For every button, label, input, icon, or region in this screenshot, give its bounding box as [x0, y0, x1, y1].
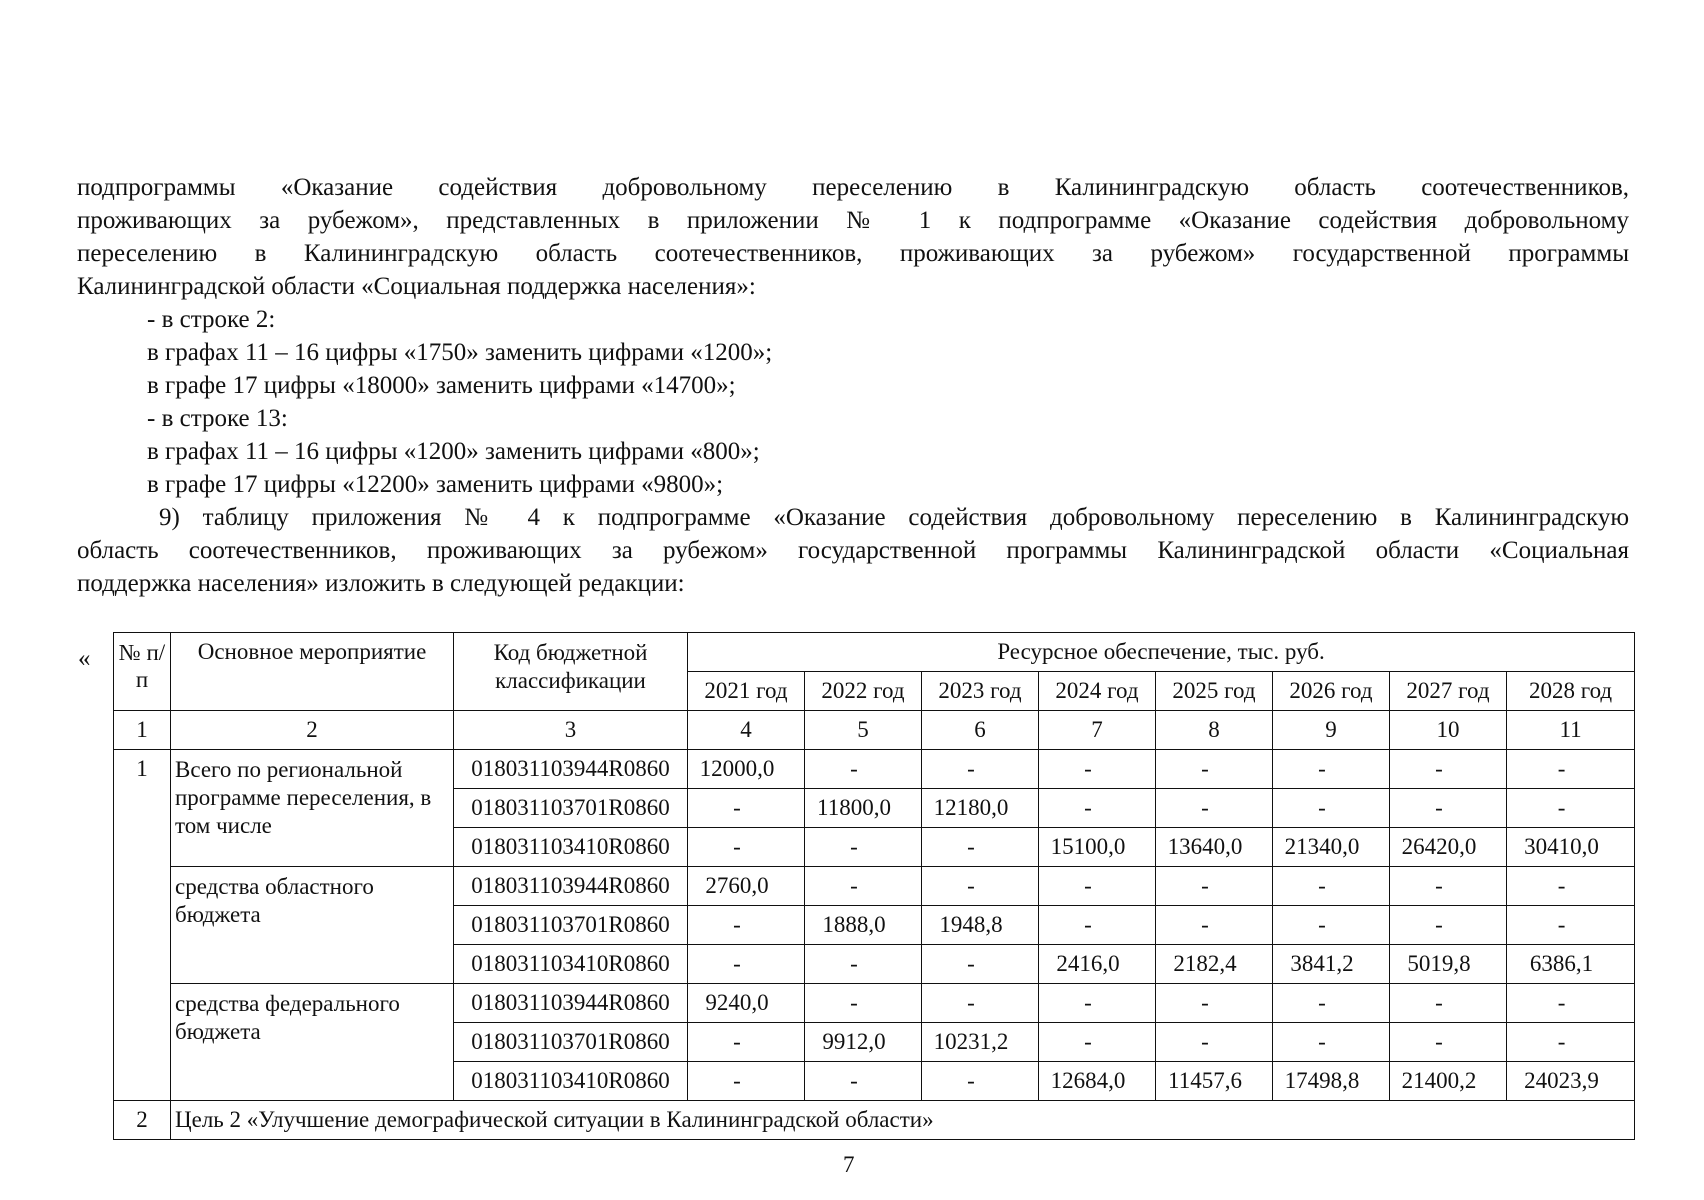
budget-code: 018031103410R0860: [454, 945, 688, 984]
resource-value: -: [805, 1062, 922, 1101]
resource-value: -: [922, 750, 1039, 789]
item9-line-2: область соотечественников, проживающих за рубежом» государственной программы Калининградской области «Социальная: [77, 537, 1629, 564]
resource-value: 15100,0: [1039, 828, 1156, 867]
resource-value: 2760,0: [688, 867, 805, 906]
resource-value: -: [1039, 984, 1156, 1023]
resource-value: -: [1390, 906, 1507, 945]
item9-line-3: поддержка населения» изложить в следующей редакции:: [77, 570, 685, 597]
resource-value: -: [1390, 750, 1507, 789]
intro-line-3: переселению в Калининградскую область соотечественников, проживающих за рубежом» государственной программы: [77, 240, 1629, 267]
resource-value: 1888,0: [805, 906, 922, 945]
budget-code: 018031103410R0860: [454, 1062, 688, 1101]
resource-value: -: [1507, 984, 1635, 1023]
header-event: Основное мероприятие: [171, 633, 454, 711]
resource-value: -: [1273, 750, 1390, 789]
resource-value: -: [1156, 984, 1273, 1023]
column-number: 1: [114, 711, 171, 750]
resource-value: 11457,6: [1156, 1062, 1273, 1101]
header-resources: Ресурсное обеспечение, тыс. руб.: [688, 633, 1635, 672]
resource-value: -: [1273, 906, 1390, 945]
budget-code: 018031103944R0860: [454, 750, 688, 789]
header-year: 2022 год: [805, 672, 922, 711]
resource-value: 9912,0: [805, 1023, 922, 1062]
budget-code: 018031103410R0860: [454, 828, 688, 867]
resource-value: -: [805, 945, 922, 984]
column-number: 9: [1273, 711, 1390, 750]
resource-value: -: [688, 828, 805, 867]
resource-value: -: [1039, 1023, 1156, 1062]
resource-value: 26420,0: [1390, 828, 1507, 867]
resource-value: -: [1507, 750, 1635, 789]
column-number: 2: [171, 711, 454, 750]
row-number: 1: [114, 750, 171, 1101]
resource-value: -: [1039, 789, 1156, 828]
column-number: 10: [1390, 711, 1507, 750]
resource-value: -: [1156, 1023, 1273, 1062]
resource-value: -: [688, 789, 805, 828]
resource-value: 9240,0: [688, 984, 805, 1023]
budget-code: 018031103701R0860: [454, 1023, 688, 1062]
header-code: Код бюджетной классификации: [454, 633, 688, 711]
change-line-1: - в строке 2:: [147, 306, 276, 333]
row-number: 2: [114, 1101, 171, 1140]
resource-value: -: [922, 945, 1039, 984]
resource-value: -: [1507, 867, 1635, 906]
resource-value: -: [1039, 906, 1156, 945]
change-line-2: в графах 11 – 16 цифры «1750» заменить цифрами «1200»;: [147, 339, 773, 366]
resource-value: 2416,0: [1039, 945, 1156, 984]
header-year: 2025 год: [1156, 672, 1273, 711]
change-line-3: в графе 17 цифры «18000» заменить цифрами «14700»;: [147, 372, 736, 399]
resource-value: -: [1273, 1023, 1390, 1062]
resource-value: -: [1390, 867, 1507, 906]
column-number: 5: [805, 711, 922, 750]
resource-value: -: [688, 1023, 805, 1062]
table-row-goal: [114, 1101, 1635, 1140]
resource-value: -: [805, 984, 922, 1023]
resource-value: -: [1156, 789, 1273, 828]
resource-value: -: [1507, 1023, 1635, 1062]
column-number: 4: [688, 711, 805, 750]
page-number: 7: [843, 1152, 855, 1177]
resource-value: -: [1039, 750, 1156, 789]
column-number: 6: [922, 711, 1039, 750]
change-line-5: в графах 11 – 16 цифры «1200» заменить цифрами «800»;: [147, 438, 760, 465]
resource-value: 13640,0: [1156, 828, 1273, 867]
event-label: средства областного бюджета: [171, 867, 454, 984]
table-header-row: [114, 633, 1635, 672]
table-row: [114, 750, 1635, 789]
resource-value: -: [1273, 867, 1390, 906]
column-number: 3: [454, 711, 688, 750]
resource-value: -: [1273, 984, 1390, 1023]
resource-value: 12180,0: [922, 789, 1039, 828]
resource-value: -: [805, 867, 922, 906]
resource-value: -: [1273, 789, 1390, 828]
resource-value: -: [1156, 867, 1273, 906]
header-year: 2021 год: [688, 672, 805, 711]
event-label: средства федерального бюджета: [171, 984, 454, 1101]
item9-line-1: 9) таблицу приложения № 4 к подпрограмме «Оказание содействия добровольному переселению в Калининградскую: [159, 504, 1629, 531]
resource-value: 10231,2: [922, 1023, 1039, 1062]
goal-text: Цель 2 «Улучшение демографической ситуации в Калининградской области»: [171, 1101, 1635, 1140]
intro-line-1: подпрограммы «Оказание содействия добровольному переселению в Калининградскую область соотечественников,: [77, 174, 1629, 201]
header-year: 2023 год: [922, 672, 1039, 711]
column-number: 8: [1156, 711, 1273, 750]
resource-value: -: [805, 828, 922, 867]
intro-line-2: проживающих за рубежом», представленных в приложении № 1 к подпрограмме «Оказание содействия добровольному: [77, 207, 1629, 234]
resource-value: -: [1039, 867, 1156, 906]
resource-value: 17498,8: [1273, 1062, 1390, 1101]
resource-value: 12684,0: [1039, 1062, 1156, 1101]
header-year: 2026 год: [1273, 672, 1390, 711]
resource-value: -: [922, 828, 1039, 867]
resource-value: -: [1156, 906, 1273, 945]
resource-value: 1948,8: [922, 906, 1039, 945]
column-number: 7: [1039, 711, 1156, 750]
resource-value: -: [1507, 906, 1635, 945]
event-label: Всего по региональной программе переселения, в том числе: [171, 750, 454, 867]
table-row: [114, 984, 1635, 1023]
resource-value: 24023,9: [1507, 1062, 1635, 1101]
resource-value: 30410,0: [1507, 828, 1635, 867]
resource-value: 12000,0: [688, 750, 805, 789]
resource-value: -: [1156, 750, 1273, 789]
change-line-6: в графе 17 цифры «12200» заменить цифрами «9800»;: [147, 471, 724, 498]
resource-value: -: [688, 1062, 805, 1101]
resource-value: -: [1390, 984, 1507, 1023]
header-year: 2027 год: [1390, 672, 1507, 711]
header-year: 2028 год: [1507, 672, 1635, 711]
resource-table: [113, 632, 1635, 1140]
resource-value: 3841,2: [1273, 945, 1390, 984]
opening-quote: «: [78, 645, 91, 672]
budget-code: 018031103701R0860: [454, 906, 688, 945]
resource-value: 5019,8: [1390, 945, 1507, 984]
resource-value: 21340,0: [1273, 828, 1390, 867]
resource-value: 2182,4: [1156, 945, 1273, 984]
resource-value: -: [922, 867, 1039, 906]
column-number-row: [114, 711, 1635, 750]
resource-value: 6386,1: [1507, 945, 1635, 984]
budget-code: 018031103944R0860: [454, 984, 688, 1023]
resource-value: -: [688, 906, 805, 945]
resource-value: -: [922, 984, 1039, 1023]
resource-value: 11800,0: [805, 789, 922, 828]
resource-value: -: [1507, 789, 1635, 828]
table-body: [114, 750, 1635, 1140]
header-year: 2024 год: [1039, 672, 1156, 711]
resource-value: -: [1390, 789, 1507, 828]
column-number: 11: [1507, 711, 1635, 750]
budget-code: 018031103944R0860: [454, 867, 688, 906]
change-line-4: - в строке 13:: [147, 405, 288, 432]
resource-value: -: [688, 945, 805, 984]
table-row: [114, 867, 1635, 906]
intro-line-4: Калининградской области «Социальная поддержка населения»:: [77, 273, 756, 300]
resource-value: 21400,2: [1390, 1062, 1507, 1101]
resource-value: -: [805, 750, 922, 789]
resource-value: -: [922, 1062, 1039, 1101]
header-num: № п/п: [114, 633, 171, 711]
resource-value: -: [1390, 1023, 1507, 1062]
budget-code: 018031103701R0860: [454, 789, 688, 828]
